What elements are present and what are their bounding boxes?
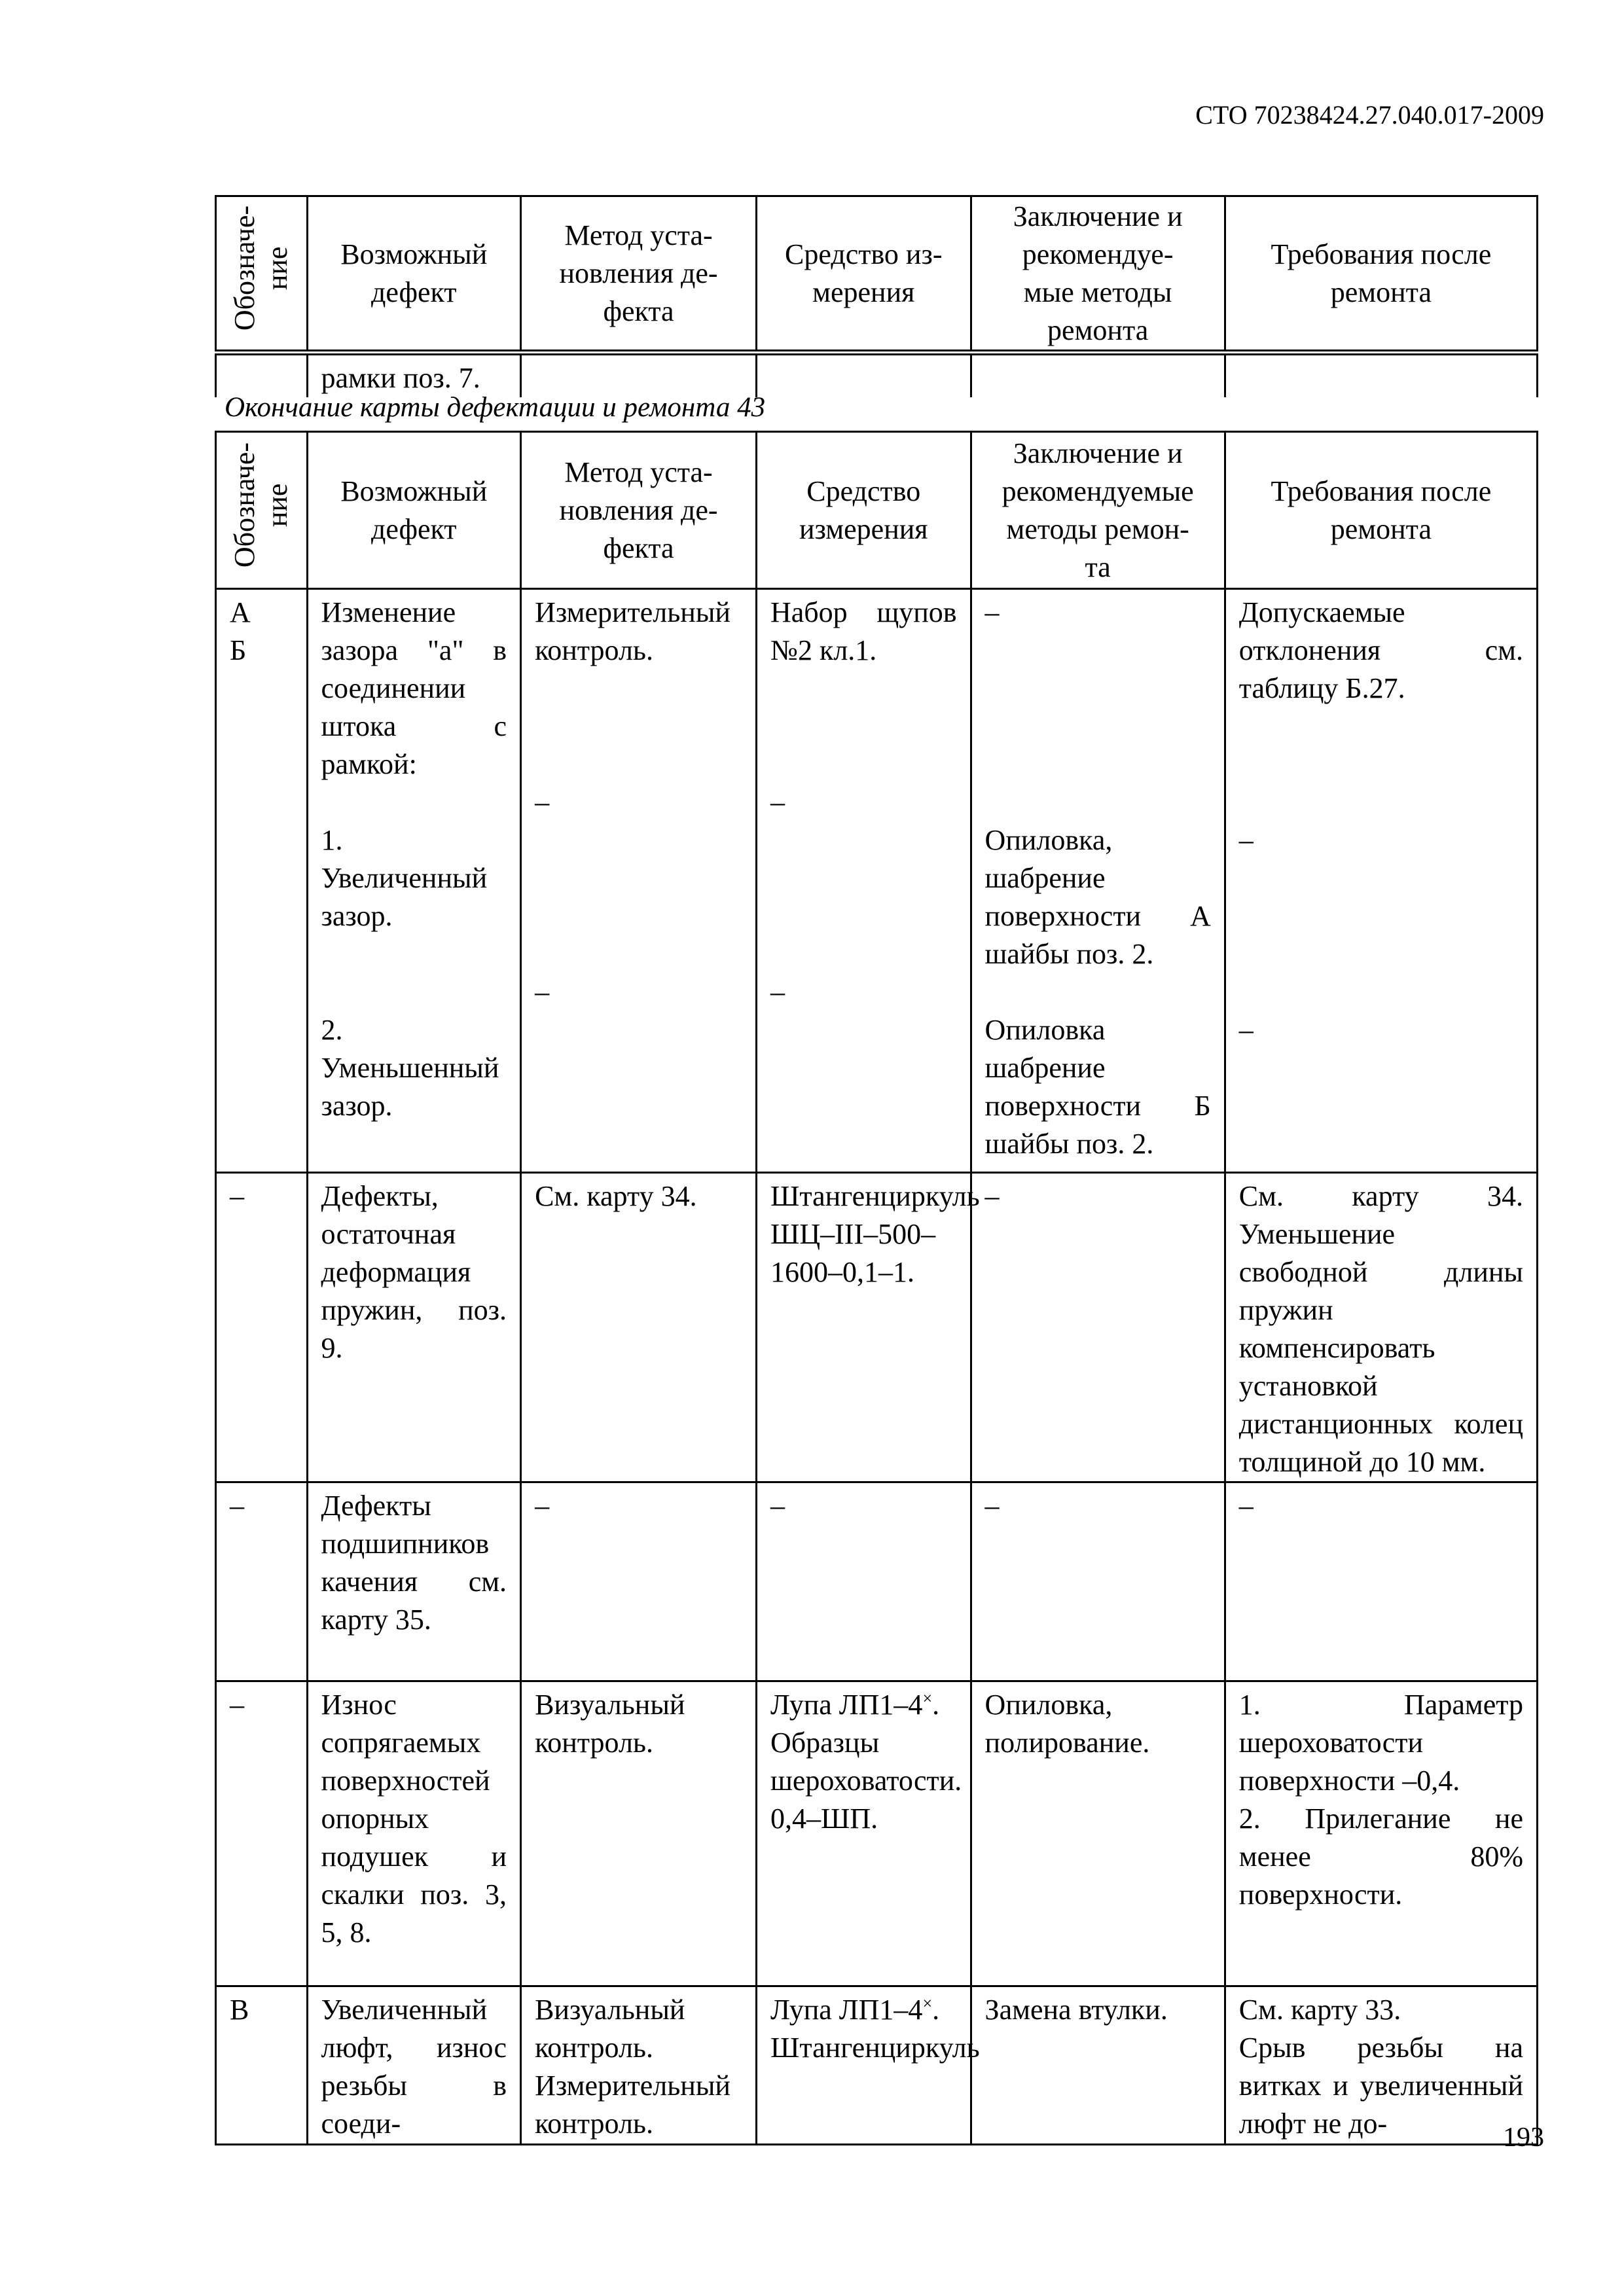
tool-cell: Штангенциркуль ШЦ–III–500–1600–0,1–1. xyxy=(770,1180,980,1288)
conclusion-cell: Замена втулки. xyxy=(984,1994,1168,2026)
method-cell: Измерительный контроль. xyxy=(535,596,731,666)
tool-sub-item: – xyxy=(770,786,785,818)
header-method: Метод уста- новления де- фекта xyxy=(521,196,757,353)
requirements-cell: 1. Параметр шероховатости поверхности –0,4. 2. Прилегание не менее 80% поверхности. xyxy=(1238,1689,1523,1910)
table-row xyxy=(216,1173,1538,1482)
document-code: СТО 70238424.27.040.017-2009 xyxy=(1195,100,1544,130)
conclusion-sub-item: Опиловка шабрение поверхности Б шайбы поз. 2. xyxy=(984,1014,1211,1160)
method-cell: – xyxy=(535,1490,550,1522)
requirements-sub-item: – xyxy=(1238,1014,1254,1046)
designation-cell: А Б xyxy=(230,596,251,666)
table-row xyxy=(216,589,1538,1173)
designation-cell: – xyxy=(230,1180,244,1212)
method-sub-item: – xyxy=(535,786,550,818)
designation-cell: В xyxy=(230,1994,249,2026)
header-requirements: Требования после ремонта xyxy=(1225,432,1537,589)
conclusion-sub-item: Опиловка, шабрение поверхности А шайбы поз. 2. xyxy=(984,824,1211,970)
continued-defect-text: рамки поз. 7. xyxy=(321,362,480,394)
conclusion-cell: Опиловка, полирование. xyxy=(984,1689,1150,1759)
tool-cell: Лупа ЛП1–4×. Штангенциркуль xyxy=(770,1994,980,2064)
defect-cell: Дефекты подшипников качения см. карту 35. xyxy=(321,1490,507,1636)
header-designation: Обозначе- ние xyxy=(216,196,308,353)
defect-cell: Увеличенный люфт, износ резьбы в соеди- xyxy=(321,1994,507,2140)
header-tool: Средство измерения xyxy=(756,432,971,589)
header-defect: Возможный дефект xyxy=(307,432,521,589)
designation-cell: – xyxy=(230,1689,244,1721)
table-header-row xyxy=(216,432,1538,589)
defect-cell: Изменение зазора "а" в соединении штока с рамкой: xyxy=(321,596,507,780)
method-cell: См. карту 34. xyxy=(535,1180,697,1212)
defect-cell: Износ сопрягаемых поверхностей опорных подушек и скалки поз. 3, 5, 8. xyxy=(321,1689,507,1948)
requirements-cell: См. карту 33. Срыв резьбы на витках и увеличенный люфт не до- xyxy=(1238,1994,1523,2140)
table-header-row xyxy=(216,196,1538,353)
defect-sub-item: 2. Уменьшенный зазор. xyxy=(321,1014,499,1122)
requirements-cell: Допускаемые отклонения см. таблицу Б.27. xyxy=(1238,596,1523,704)
defect-cell: Дефекты, остаточная деформация пружин, поз. 9. xyxy=(321,1180,507,1364)
table-caption: Окончание карты дефектации и ремонта 43 xyxy=(225,392,766,423)
tool-sub-item: – xyxy=(770,976,785,1008)
header-designation: Обозначе- ние xyxy=(216,432,308,589)
defect-sub-item: 1. Увеличенный зазор. xyxy=(321,824,488,932)
method-cell: Визуальный контроль. Измерительный контроль. xyxy=(535,1994,731,2140)
header-tool: Средство из- мерения xyxy=(756,196,971,353)
tool-cell: – xyxy=(770,1490,785,1522)
method-cell: Визуальный контроль. xyxy=(535,1689,685,1759)
conclusion-cell: – xyxy=(984,1180,1000,1212)
conclusion-cell: – xyxy=(984,1490,1000,1522)
header-requirements: Требования после ремонта xyxy=(1225,196,1537,353)
conclusion-cell: – xyxy=(984,596,1000,628)
defect-table-continued xyxy=(215,195,1538,397)
page-number: 193 xyxy=(1503,2123,1544,2153)
table-row xyxy=(216,1482,1538,1681)
table-row xyxy=(216,1681,1538,1986)
requirements-cell: – xyxy=(1238,1490,1254,1522)
requirements-sub-item: – xyxy=(1238,824,1254,856)
header-method: Метод уста- новления де- фекта xyxy=(521,432,757,589)
method-sub-item: – xyxy=(535,976,550,1008)
designation-cell: – xyxy=(230,1490,244,1522)
tool-cell: Набор щупов №2 кл.1. xyxy=(770,596,957,666)
table-row xyxy=(216,1986,1538,2145)
header-conclusion: Заключение и рекомендуемые методы ремон- та xyxy=(971,432,1225,589)
requirements-cell: См. карту 34. Уменьшение свободной длины пружин компенсировать установкой дистанционных колец толщиной до 10 мм. xyxy=(1238,1180,1523,1478)
defect-table xyxy=(215,431,1538,2145)
tool-cell: Лупа ЛП1–4×. Образцы шероховатости. 0,4–ШП. xyxy=(770,1689,962,1835)
header-defect: Возможный дефект xyxy=(307,196,521,353)
header-conclusion: Заключение и рекомендуе- мые методы ремонта xyxy=(971,196,1225,353)
